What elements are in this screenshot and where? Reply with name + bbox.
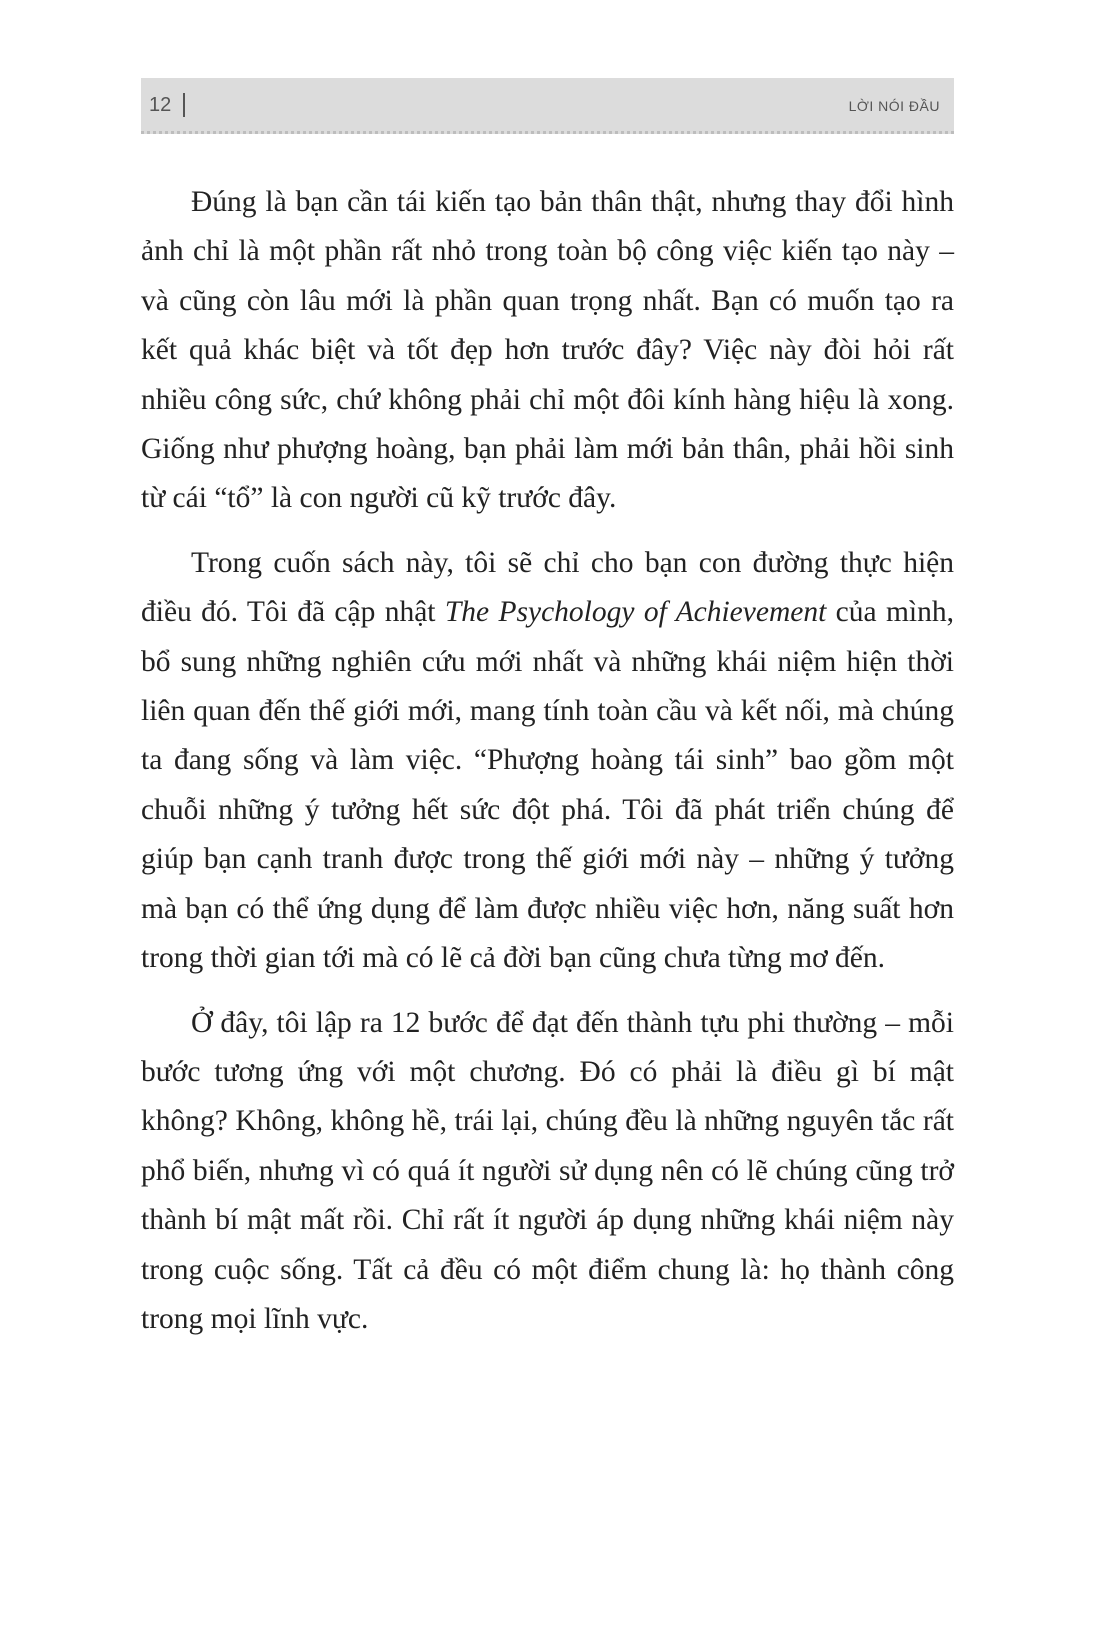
paragraph-1: Đúng là bạn cần tái kiến tạo bản thân thật, nhưng thay đổi hình ảnh chỉ là một phần rất nhỏ trong toàn bộ công việc kiến tạo này – và cũng còn lâu mới là phần quan trọng nhất. Bạn có muốn tạo ra kết quả khác biệt và tốt đẹp hơn trước đây? Việc này đòi hỏi rất nhiều công sức, chứ không phải chỉ một đôi kính hàng hiệu là xong. Giống như phượng hoàng, bạn phải làm mới bản thân, phải hồi sinh từ cái “tổ” là con người cũ kỹ trước đây. (141, 186, 954, 515)
page-number: 12 (149, 94, 172, 116)
paragraph-3: Ở đây, tôi lập ra 12 bước để đạt đến thành tựu phi thường – mỗi bước tương ứng với một chương. Đó có phải là điều gì bí mật không? Không, không hề, trái lại, chúng đều là những nguyên tắc rất phổ biến, nhưng vì có quá ít người sử dụng nên có lẽ chúng cũng trở thành bí mật mất rồi. Chỉ rất ít người áp dụng những khái niệm này trong cuộc sống. Tất cả đều có một điểm chung là: họ thành công trong mọi lĩnh vực. (141, 1006, 954, 1335)
running-header (141, 78, 954, 134)
page-number-separator (183, 93, 185, 117)
paragraph-2-end: của mình, bổ sung những nghiên cứu mới nhất và những khái niệm hiện thời liên quan đến thế giới mới, mang tính toàn cầu và kết nối, mà chúng ta đang sống và làm việc. “Phượng hoàng tái sinh” bao gồm một chuỗi những ý tưởng hết sức đột phá. Tôi đã phát triển chúng để giúp bạn cạnh tranh được trong thế giới mới này – những ý tưởng mà bạn có thể ứng dụng để làm được nhiều việc hơn, năng suất hơn trong thời gian tới mà có lẽ cả đời bạn cũng chưa từng mơ đến. (141, 596, 954, 975)
body-text (141, 178, 954, 1359)
book-title: The Psychology of Achievement (444, 596, 827, 629)
paragraph-2-start: Trong cuốn sách này, tôi sẽ chỉ cho bạn con đường thực hiện điều đó. Tôi đã cập nhật (141, 546, 954, 629)
chapter-running-head: LỜI NÓI ĐẦU (848, 98, 940, 114)
paragraph-2 (141, 539, 954, 984)
